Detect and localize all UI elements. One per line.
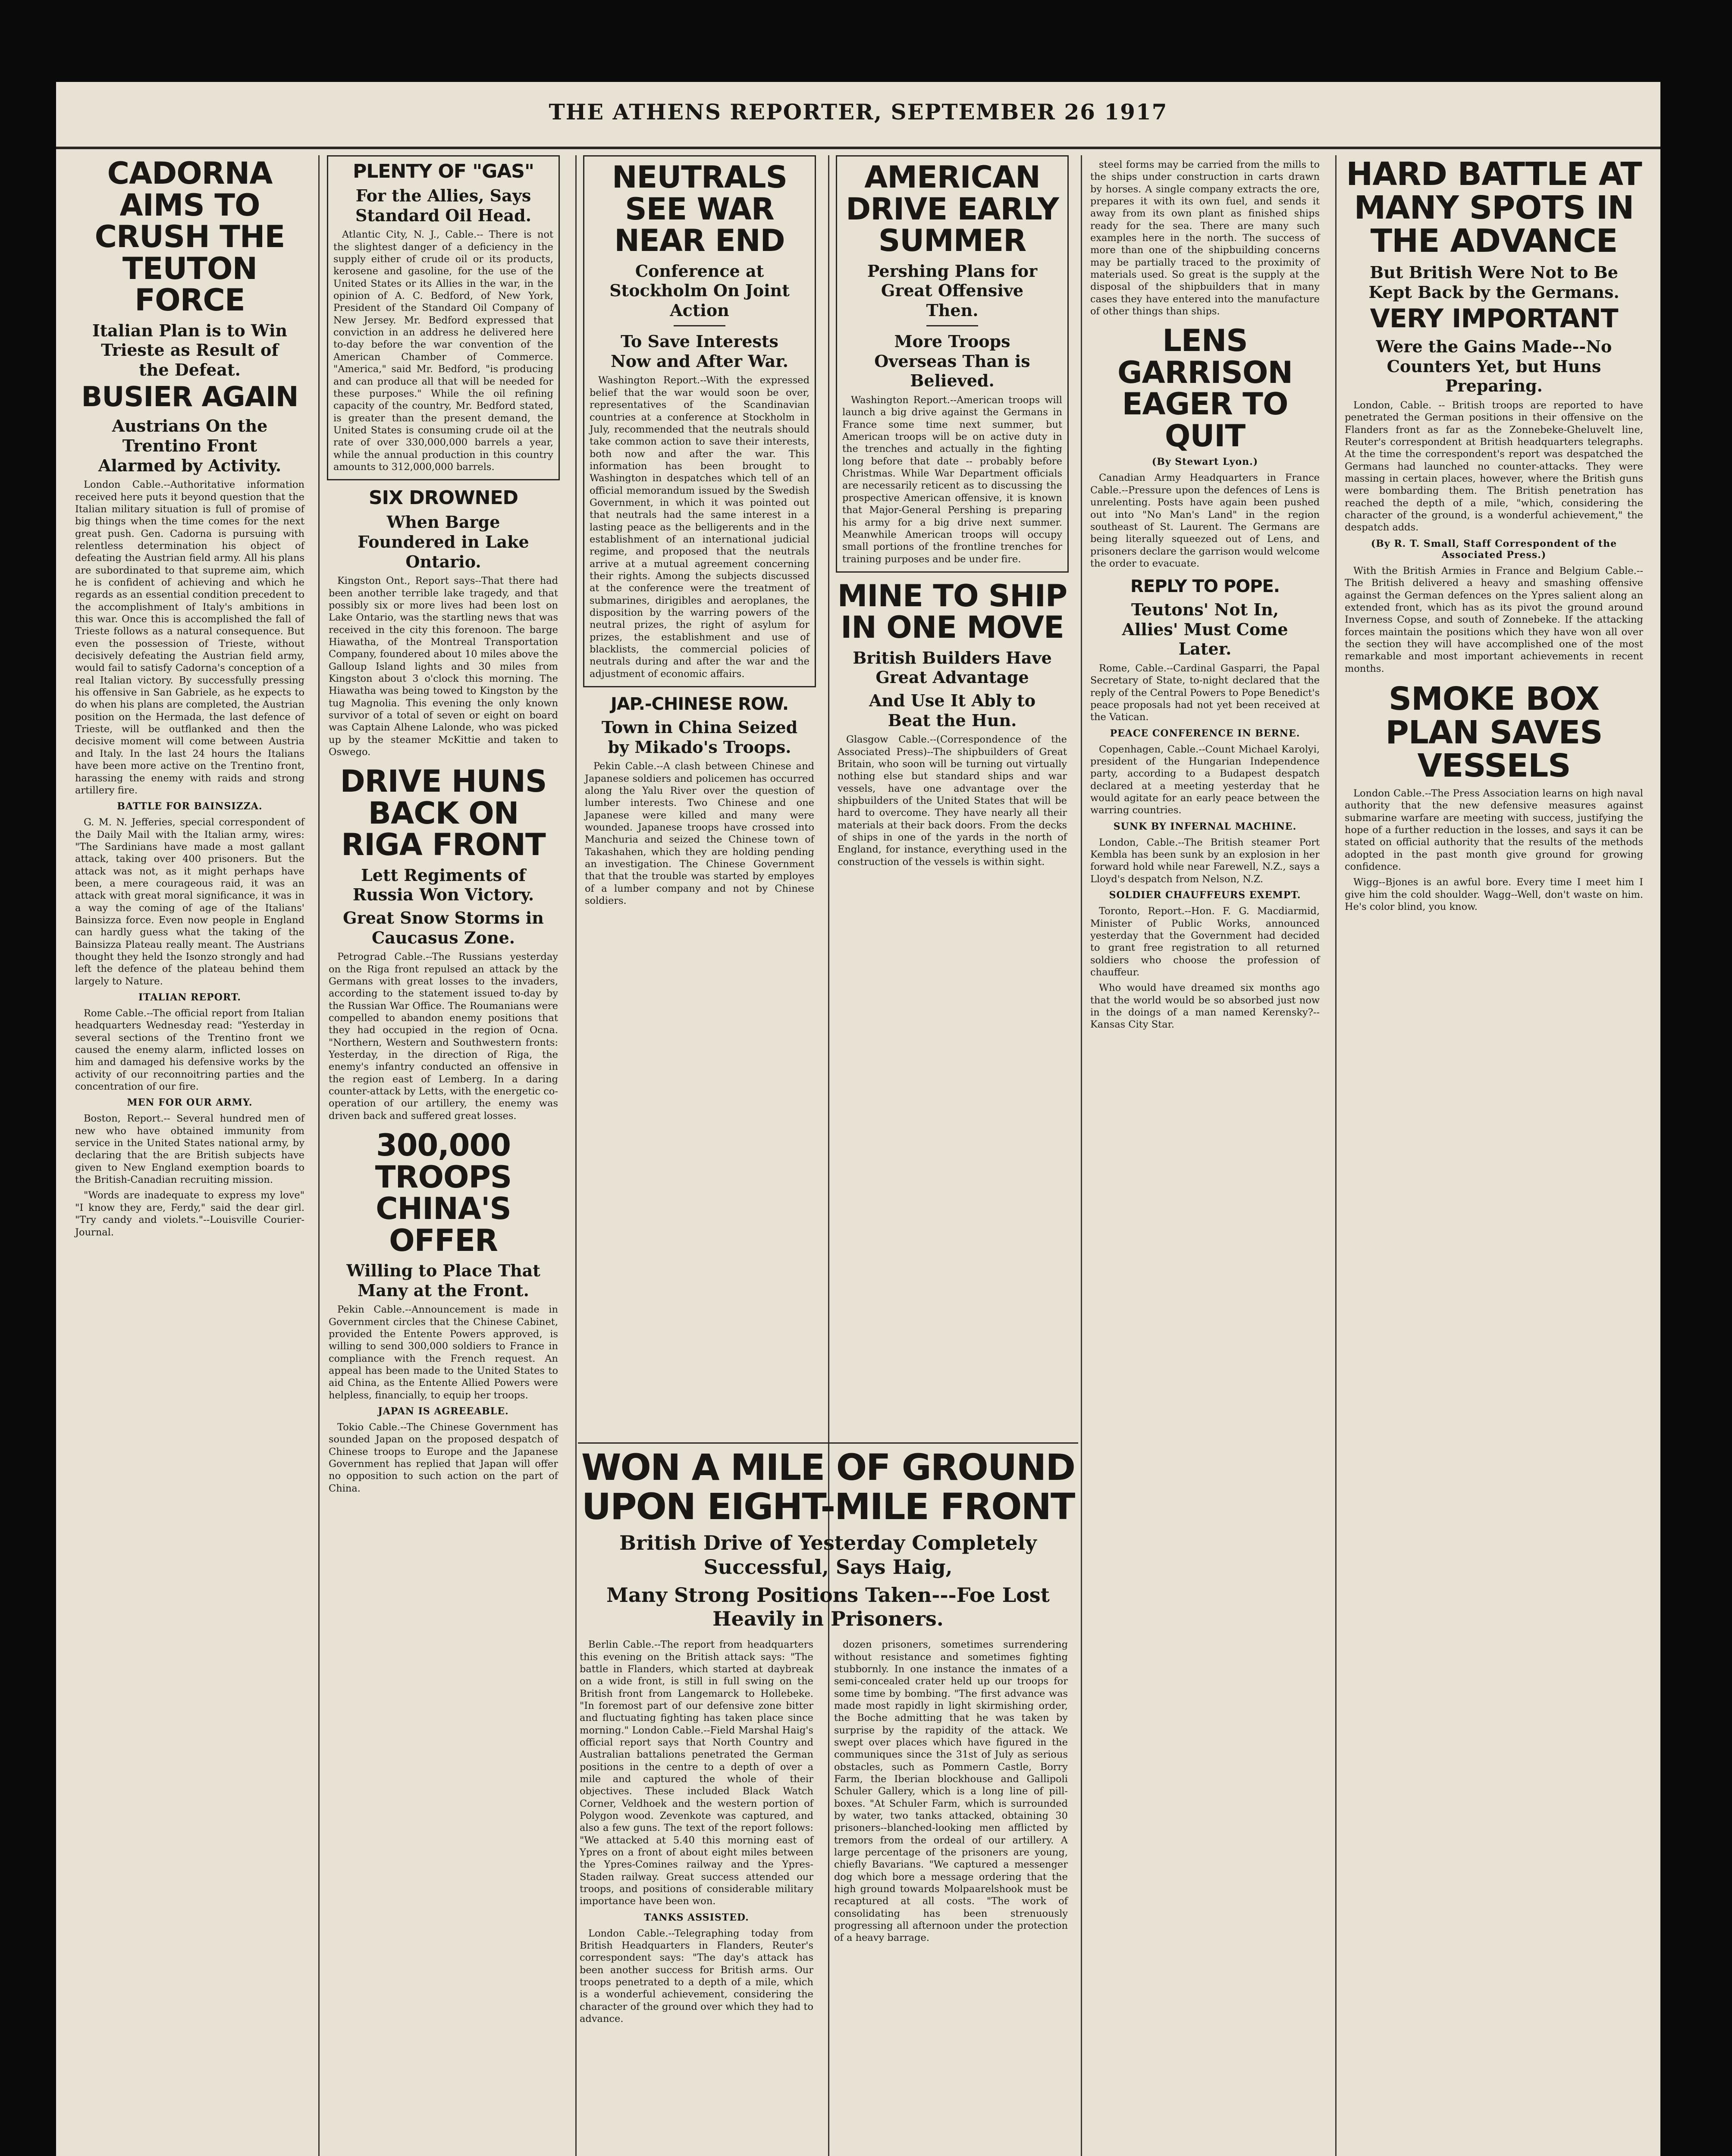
- column-divider: [318, 155, 320, 2156]
- article-body: Copenhagen, Cable.--Count Michael Karolyi, president of the Hungarian Independence party, according to a Budapest despatch declared at a meeting yesterday that he would agitate for an early peace between the warring countries.: [1090, 743, 1320, 816]
- section-heading: SOLDIER CHAUFFEURS EXEMPT.: [1109, 890, 1301, 901]
- headline: JAP.-CHINESE ROW.: [610, 694, 789, 714]
- article-body: G. M. N. Jefferies, special correspondent of the Daily Mail with the Italian army, wires: "The Sardinians have made a most gallant attack, taking over 400 prisoners. But the attack was not, as it might perhaps have been, a mere courageous raid, it was an attack with great moral significance, it was in a way the coming of age of the Italians' Bainsizza force. Even now people in England can hardly guess what the taking of the Bainsizza Plateau really meant. The Austrians thought they held the Isonzo strongly and had left the defence of the plateau behind them largely to Nature.: [75, 817, 304, 987]
- section-heading: BATTLE FOR BAINSIZZA.: [117, 801, 263, 812]
- subheadline: To Save Interests Now and After War.: [611, 332, 788, 371]
- subheadline: Willing to Place That Many at the Front.: [346, 1261, 540, 1300]
- column-4: [836, 155, 1069, 1432]
- subheadline: Many Strong Positions Taken---Foe Lost Heavily in Prisoners.: [606, 1583, 1050, 1630]
- article-body: Glasgow Cable.--(Correspondence of the Associated Press)--The shipbuilders of Great Britain, who soon will be turning out virtually nothing else but standard ships and war vessels, have one advantage over the shipbuilders of the United States that will be hard to overcome. They have nearly all their materials at their back doors. From the decks of ships in one of the yards in the north of England, for instance, everything used in the construction of the vessels is within sight.: [838, 734, 1067, 868]
- article-body: London, Cable. -- British troops are reported to have penetrated the German positions in their offensive on the Flanders front as far as the Zonnebeke-Gheluvelt line, Reuter's correspondent at British headquarters telegraphs. At the time the correspondent's report was despatched the Germans had launched no counter-attacks. They were massing in certain places, however, where the British guns were bombarding them. The British penetration has reached the depth of a mile, "which, considering the character of the ground, is a wonderful achievement," the despatch adds.: [1345, 400, 1643, 533]
- article-body: Canadian Army Headquarters in France Cable.--Pressure upon the defences of Lens is unrelenting. Posts have again been pushed out into "No Man's Land" in the region southeast of St. Laurent. The Germans are being literally squeezed out of Lens, and prisoners declare the garrison would welcome the order to evacuate.: [1090, 472, 1320, 569]
- article-drowned: [327, 488, 560, 758]
- article-jap-chinese: [583, 695, 816, 907]
- column-divider: [1081, 155, 1082, 2156]
- subheadline: More Troops Overseas Than is Believed.: [874, 332, 1030, 391]
- subheadline: Great Snow Storms in Caucasus Zone.: [343, 908, 544, 947]
- article-body: Tokio Cable.--The Chinese Government has sounded Japan on the proposed despatch of Chinese troops to Europe and the Japanese Government has replied that Japan will offer no opposition to such action on the part of China.: [329, 1422, 558, 1494]
- headline: REPLY TO POPE.: [1130, 577, 1280, 597]
- byline: (By Stewart Lyon.): [1152, 456, 1258, 468]
- headline: CADORNA AIMS TO CRUSH THE TEUTON FORCE: [94, 156, 285, 318]
- headline: NEUTRALS SEE WAR NEAR END: [612, 160, 788, 258]
- headline: SIX DROWNED: [368, 487, 518, 509]
- subheadline: British Builders Have Great Advantage: [853, 648, 1052, 687]
- headline: PLENTY OF "GAS": [353, 160, 534, 182]
- subheadline: Teutons' Not In, Allies' Must Come Later.: [1122, 600, 1288, 659]
- column-divider: [1335, 155, 1337, 2156]
- headline: DRIVE HUNS BACK ON RIGA FRONT: [340, 764, 547, 863]
- subheadline: Were the Gains Made--No Counters Yet, but Huns Preparing.: [1376, 337, 1612, 396]
- article-cadorna: [73, 158, 306, 1238]
- section-heading: ITALIAN REPORT.: [138, 992, 241, 1003]
- article-continued: [1089, 159, 1321, 317]
- article-body: Pekin Cable.--A clash between Chinese and Japanese soldiers and policemen has occurred along the Yalu River over the question of lumber interests. Two Chinese and one Japanese were killed and many were wounded. Japanese troops have crossed into Manchuria and seized the Chinese town of Takashahen, which they are holding pending an investigation. The Chinese Government that that the trouble was started by employes of a lumber company and not by Chinese soldiers.: [585, 761, 814, 907]
- article-body: Toronto, Report.--Hon. F. G. Macdiarmid, Minister of Public Works, announced yesterday that the Government had decided to grant free registration to all returned soldiers who choose the profession of chauffeur.: [1090, 906, 1320, 978]
- column-1: [73, 155, 306, 2156]
- article-body: London, Cable.--The British steamer Port Kembla has been sunk by an explosion in her forward hold while near Farewell, N.Z., says a Lloyd's despatch from Nelson, N.Z.: [1090, 837, 1320, 885]
- headline: VERY IMPORTANT: [1370, 304, 1618, 334]
- filler-quote: "Words are inadequate to express my love" "I know they are, Ferdy," said the dear girl. "Try candy and violets."--Louisville Courier-Journal.: [75, 1190, 304, 1238]
- filler-quote: Who would have dreamed six months ago that the world would be so absorbed just now in the doings of a man named Kerensky?--Kansas City Star.: [1090, 982, 1320, 1031]
- masthead: THE ATHENS REPORTER, SEPTEMBER 26 1917: [549, 99, 1168, 125]
- article-body: Kingston Ont., Report says--That there had been another terrible lake tragedy, and that possibly six or more lives had been lost on Lake Ontario, was the startling news that was received in the city this forenoon. The barge Hiawatha, of the Montreal Transportation Company, foundered about 10 miles above the Galloup Island lights and 30 miles from Kingston about 3 o'clock this morning. The Hiawatha was being towed to Kingston by the tug Magnolia. This evening the only known survivor of a total of seven or eight on board was Captain Alhene Lalonde, who was picked up by the steamer McKittie and taken to Oswego.: [329, 575, 558, 758]
- column-2: [327, 155, 560, 2156]
- article-body: With the British Armies in France and Belgium Cable.--The British delivered a heavy and smashing offensive against the German defences on the Ypres salient along an extended front, which has as its pivot the ground around Inverness Copse, and south of Zonnebeke. If the attacking forces maintain the positions which they have won all over the section they will have accomplished one of the most remarkable and most important achievements in recent months.: [1345, 565, 1643, 674]
- newspaper-page: [56, 82, 1660, 2156]
- article-smoke-box: [1343, 680, 1645, 913]
- article-body: Pekin Cable.--Announcement is made in Government circles that the Chinese Cabinet, provided the Entente Powers approved, is willing to send 300,000 soldiers to France in compliance with the French request. An appeal has been made to the United States to aid China, as the Entente Allied Powers were helpless, financially, to equip her troops.: [329, 1304, 558, 1401]
- article-hard-battle: [1343, 158, 1645, 675]
- article-body: Boston, Report.-- Several hundred men of new who have obtained immunity from service in the United States national army, by declaring that the are British subjects have given to New England exemption boards to the British-Canadian recruiting mission.: [75, 1113, 304, 1186]
- article-body: Rome, Cable.--Cardinal Gasparri, the Papal Secretary of State, to-night declared that the reply of the Central Powers to Pope Benedict's peace proposals had not yet been received at the Vatican.: [1090, 663, 1320, 723]
- article-body: Washington Report.--With the expressed belief that the war would soon be over, representatives of the Scandinavian countries at a conference at Stockholm in July, recommended that the neutrals should take common action to save their interests, both now and after the war. This information has been brought to Washington in despatches which tell of an official memorandum issued by the Swedish Government, in which it was pointed out that neutrals had the same interest in a lasting peace as the belligerents and in the establishment of an international judicial regime, and proposed that the neutrals arrive at a mutual agreement concerning their rights. Among the subjects discussed at the conference were the treatment of submarines, dirigibles and aeroplanes, the disposition by the warring powers of the neutral prizes, the right of asylum for prizes, the establishment and use of blacklists, the commercial policies of neutrals during and after the war and the adjustment of economic affairs.: [590, 375, 810, 680]
- article-columns: [578, 1635, 1078, 2156]
- subheadline: Town in China Seized by Mikado's Troops.: [601, 718, 798, 757]
- column-divider: [575, 155, 577, 2156]
- article-body: dozen prisoners, sometimes surrendering without resistance and sometimes fighting stubbornly. In one instance the inmates of a semi-concealed crater held up our troops for some time by bombing. "The first advance was made most rapidly in light skirmishing order, the Boche admitting that he was taken by surprise by the rapidity of the attack. We swept over places which have figured in the communiques since the 31st of July as serious obstacles, such as Pommern Castle, Borry Farm, the Iberian blockhouse and Gallipoli Schuler Gallery, which is a long line of pill-boxes. "At Schuler Farm, which is surrounded by water, two tanks attacked, obtaining 30 prisoners--blanched-looking men afflicted by tremors from the ordeal of our artillery. A large percentage of the prisoners are young, chiefly Bavarians. "We captured a messenger dog which bore a message ordering that the high ground towards Molpaarelshook must be recaptured at all costs. "The work of consolidating has been strenuously progressing all afternoon under the protection of a heavy barrage.: [834, 1639, 1068, 1944]
- article-column: [832, 1635, 1070, 2156]
- headline: SMOKE BOX PLAN SAVES VESSELS: [1385, 680, 1603, 785]
- headline: 300,000 TROOPS CHINA'S OFFER: [375, 1128, 512, 1258]
- article-lens: [1089, 325, 1321, 570]
- headline: LENS GARRISON EAGER TO QUIT: [1117, 323, 1293, 454]
- article-body: Berlin Cable.--The report from headquarters this evening on the British attack says: "The battle in Flanders, which started at daybreak on a wide front, is still in full swing on the British front from Langemarck to Hollebeke. "In foremost part of our defensive zone bitter and fluctuating fighting has taken place since morning." London Cable.--Field Marshal Haig's official report says that North Country and Australian battalions penetrated the German positions in the centre to a depth of over a mile and captured the whole of their objectives. These included Black Watch Corner, Veldhoek and the western portion of Polygon wood. Zevenkote was captured, and also a few guns. The text of the report follows: "We attacked at 5.40 this morning east of Ypres on a front of about eight miles between the Ypres-Comines railway and the Ypres-Staden railway. Great success attended our troops, and positions of considerable military importance have been won.: [580, 1639, 813, 1907]
- column-5: [1089, 155, 1321, 2156]
- subheadline: And Use It Ably to Beat the Hun.: [869, 691, 1036, 730]
- subheadline: Pershing Plans for Great Offensive Then.: [867, 261, 1038, 320]
- divider: [926, 325, 978, 326]
- masthead-rule: [56, 147, 1660, 149]
- headline: WON A MILE OF GROUND UPON EIGHT-MILE FRONT: [581, 1446, 1075, 1528]
- headline: AMERICAN DRIVE EARLY SUMMER: [846, 160, 1059, 258]
- subheadline: For the Allies, Says Standard Oil Head.: [355, 186, 531, 225]
- article-american-drive: [836, 155, 1069, 573]
- subheadline: Conference at Stockholm On Joint Action: [609, 261, 790, 320]
- headline: BUSIER AGAIN: [81, 381, 298, 414]
- article-body: London Cable.--Telegraphing today from British Headquarters in Flanders, Reuter's correspondent says: "The day's attack has been another success for British arms. Our troops penetrated to a depth of a mile, which is a wonderful achievement, considering the character of the ground over which they had to advance.: [580, 1927, 813, 2025]
- article-china: [327, 1130, 560, 1495]
- article-body: Atlantic City, N. J., Cable.-- There is not the slightest danger of a deficiency in the supply either of crude oil or its products, kerosene and gasoline, for the use of the United States or its Allies in the war, in the opinion of A. C. Bedford, of New York, President of the Standard Oil Company of New Jersey. Mr. Bedford expressed that conviction in an address he delivered here to-day before the war convention of the American Chamber of Commerce. "America," said Mr. Bedford, "is producing and can produce all that will be needed for these purposes." While the oil refining capacity of the country, Mr. Bedford stated, is greater than the present demand, the United States is consuming crude oil at the rate of over 330,000,000 barrels a year, while the annual production in this country amounts to 312,000,000 barrels.: [333, 229, 553, 473]
- article-won-a-mile: [578, 1442, 1078, 2156]
- headline: MINE TO SHIP IN ONE MOVE: [837, 578, 1067, 646]
- subheadline: When Barge Foundered in Lake Ontario.: [358, 512, 529, 571]
- article-body: steel forms may be carried from the mills to the ships under construction in carts drawn by horses. A single company extracts the ore, prepares it with its own fuel, and sends it away from its own plant as finished ships ready for the sea. There are many such examples here in the north. The success of more than one of the shipbuilding concerns may be partially traced to the proximity of materials used. So great is the supply at the disposal of the shipbuilders that in many cases they have entered into the manufacture of other things than ships.: [1090, 159, 1320, 317]
- subheadline: British Drive of Yesterday Completely Successful, Says Haig,: [619, 1531, 1037, 1579]
- column-3: [583, 155, 816, 1432]
- section-heading: SUNK BY INFERNAL MACHINE.: [1113, 821, 1297, 832]
- article-column: [578, 1635, 815, 2156]
- byline: (By R. T. Small, Staff Correspondent of the Associated Press.): [1371, 538, 1617, 561]
- section-heading: PEACE CONFERENCE IN BERNE.: [1110, 727, 1300, 739]
- headline: HARD BATTLE AT MANY SPOTS IN THE ADVANCE: [1346, 156, 1642, 260]
- article-body: Petrograd Cable.--The Russians yesterday on the Riga front repulsed an attack by the Germans with great losses to the invaders, according to the statement issued to-day by the Russian War Office. The Roumanians were compelled to abandon enemy positions that they had occupied in the region of Ocna. "Northern, Western and Southwestern fronts: Yesterday, in the direction of Riga, the enemy's infantry conducted an offensive in the region east of Lemberg. In a daring counter-attack by Letts, with the energetic co-operation of our artillery, the enemy was driven back and suffered great losses.: [329, 951, 558, 1122]
- subheadline: Austrians On the Trentino Front Alarmed by Activity.: [98, 416, 282, 475]
- article-body: London Cable.--Authoritative information received here puts it beyond question that the Italian military situation is full of promise of big things when the time comes for the next great push. Gen. Cadorna is pursuing with relentless determination his object of defeating the Austrian field army. All his plans are subordinated to that supreme aim, which he is confident of achieving and which he regards as an essential condition precedent to the accomplishment of Italy's ambitions in this war. Once this is accomplished the fall of Trieste follows as a natural consequence. But even the possession of Trieste, without decisively defeating the Austrian field army, would fail to satisfy Cadorna's conception of a real Italian victory. By successfully pressing his offensive in San Gabriele, as he expects to do when his plans are completed, the Austrian position on the Hermada, the last defence of Trieste, will be outflanked and then the decisive moment will come between Austria and Italy. In the last 24 hours the Italians have been more active on the Trentino front, harassing the enemy with raids and strong artillery fire.: [75, 479, 304, 796]
- section-heading: MEN FOR OUR ARMY.: [127, 1097, 253, 1109]
- article-riga: [327, 766, 560, 1122]
- subheadline: Italian Plan is to Win Trieste as Result of the Defeat.: [92, 320, 288, 379]
- filler-quote: Wigg--Bjones is an awful bore. Every time I meet him I give him the cold shoulder. Wagg--Well, don't waste on him. He's color blind, you know.: [1345, 877, 1643, 913]
- subheadline: Lett Regiments of Russia Won Victory.: [352, 865, 534, 905]
- section-heading: TANKS ASSISTED.: [644, 1912, 749, 1923]
- column-6: [1343, 155, 1645, 2156]
- section-heading: JAPAN IS AGREEABLE.: [378, 1406, 509, 1417]
- article-body: Rome Cable.--The official report from Italian headquarters Wednesday read: "Yesterday in several sections of the Trentino front we caused the enemy alarm, inflicted losses on him and damaged his defensive works by the activity of our reconnoitring parties and the concentration of our fire.: [75, 1008, 304, 1093]
- article-body: Washington Report.--American troops will launch a big drive against the Germans in France some time next summer, but American troops will be on active duty in the trenches and actually in the fighting long before that date -- probably before Christmas. While War Department officials are necessarily reticent as to discussing the prospective American offensive, it is known that Major-General Pershing is preparing his army for a big drive next summer. Meanwhile American troops will occupy small portions of the frontline trenches for training purposes and be under fire.: [842, 395, 1062, 565]
- article-pope: [1089, 577, 1321, 1031]
- article-neutrals: [583, 155, 816, 687]
- divider: [674, 325, 725, 326]
- divider: [578, 1442, 1078, 1444]
- subheadline: But British Were Not to Be Kept Back by the Germans.: [1368, 263, 1619, 302]
- article-body: London Cable.--The Press Association learns on high naval authority that the new defensive measures against submarine warfare are meeting with success, justifying the hope of a further reduction in the losses, and says it can be stated on official authority that the results of the methods adopted in the past month give ground for growing confidence.: [1345, 787, 1643, 873]
- article-gas: [327, 155, 560, 480]
- article-mine-to-ship: [836, 580, 1069, 868]
